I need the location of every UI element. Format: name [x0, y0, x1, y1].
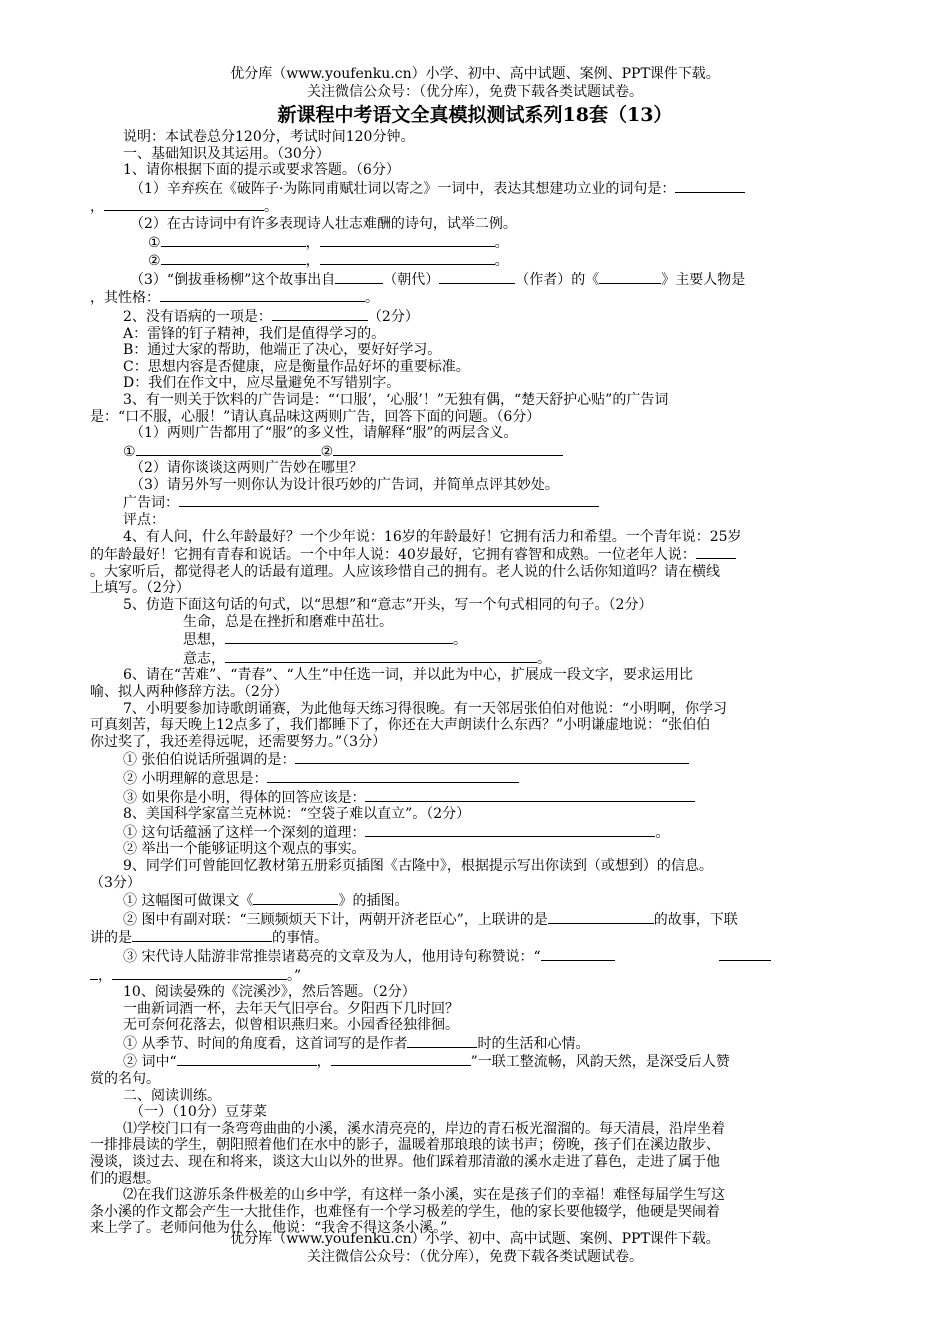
answer-blank	[439, 270, 515, 284]
reading-paragraph-1-cont-3: 们的遐想。	[90, 1170, 160, 1187]
question-5-example: 生命，总是在挫折和磨难中茁壮。	[183, 613, 393, 630]
question-10: 10、阅读晏殊的《浣溪沙》，然后答题。（2分）	[123, 984, 416, 1001]
answer-blank	[225, 649, 537, 663]
question-9-1: ① 这幅图可做课文《 》的插图。	[123, 893, 409, 910]
answer-blank	[253, 891, 338, 905]
question-10-1: ① 从季节、时间的角度看，这首词写的是作者 时的生活和心情。	[123, 1035, 590, 1052]
reading-paragraph-1: ⑴学校门口有一条弯弯曲曲的小溪，溪水清亮亮的，岸边的青石板光溜溜的。每天清晨，沿岸坐着	[123, 1120, 725, 1137]
question-1-2: （2）在古诗词中有许多表现诗人壮志难酬的诗句，试举二例。	[130, 215, 517, 232]
answer-blank	[136, 442, 321, 456]
answer-blank	[599, 270, 661, 284]
question-4-cont-1: 的年龄最好！它拥有青春和说话。一个中年人说：40岁最好，它拥有睿智和成熟。一位老年人说：	[90, 545, 860, 564]
reading-paragraph-1-cont-2: 漫谈，谈过去、现在和将来，谈这大山以外的世界。他们踩着那清澈的溪水走进了暮色，走进了属于他	[90, 1154, 720, 1171]
answer-blank	[179, 493, 599, 507]
question-7-3: ③ 如果你是小明，得体的回答应该是：	[90, 788, 860, 807]
question-8-1: ① 这句话蕴涵了这样一个深刻的道理： 。	[123, 824, 670, 841]
reading-paragraph-2-cont-1: 条小溪的作文都会产生一大批佳作，也难怪有一个学习极差的学生，他的家长要他辍学，他硬是哭闹着	[90, 1203, 720, 1220]
question-3-1-answers: ① ②	[90, 442, 860, 461]
answer-blank	[407, 1034, 477, 1048]
question-9-3-cont: ， 。”	[90, 966, 860, 985]
reading-1-title: （一）（10分）豆芽菜	[130, 1104, 267, 1121]
poem-line-2: 无可奈何花落去，似曾相识燕归来。小园香径独徘徊。	[123, 1017, 459, 1034]
question-7-cont-2: 你过奖了，我还差得远呢，还需要努力。”（3分）	[90, 733, 387, 750]
question-4-cont-2: 。大家听后，都觉得老人的话最有道理。人应该珍惜自己的拥有。老人说的什么话你知道吗？请在横线	[90, 563, 720, 580]
answer-blank	[365, 823, 655, 837]
answer-blank	[272, 307, 368, 321]
question-7-2: ② 小明理解的意思是：	[90, 769, 860, 788]
answer-blank	[104, 197, 264, 211]
reading-paragraph-1-cont-1: 一排排晨读的学生，朝阳照着他们在水中的影子，温暖着那琅琅的读书声；傍晚，孩子们在溪边散步、	[90, 1137, 720, 1154]
question-5: 5、仿造下面这句话的句式，以“思想”和“意志”开头，写一个句式相同的句子。（2分）	[123, 597, 653, 614]
answer-blank	[112, 966, 287, 980]
exam-title: 新课程中考语文全真模拟测试系列18套（13）	[277, 104, 673, 126]
answer-blank	[335, 270, 383, 284]
question-7: 7、小明要参加诗歌朗诵赛，为此他每天练习得很晚。有一天邻居张伯伯对他说：“小明啊，你学习	[123, 700, 728, 717]
answer-blank	[177, 1052, 317, 1066]
question-1-1-cont: ， 。	[90, 199, 278, 216]
footer-line-2: 关注微信公众号：（优分库），免费下载各类试题试卷。	[307, 1249, 643, 1265]
option-c: C：思想内容是否健康，应是衡量作品好坏的重要标准。	[123, 358, 470, 375]
question-3-3: （3）请另外写一则你认为设计很巧妙的广告词，并简单点评其妙处。	[130, 476, 559, 493]
question-4: 4、有人问，什么年龄最好？一个少年说：16岁的年龄最好！它拥有活力和希望。一个青年说：25岁	[123, 528, 742, 545]
question-1-3: （3）“倒拔垂杨柳”这个故事出自 （朝代） （作者）的《 》主要人物是	[130, 271, 746, 288]
answer-blank	[333, 442, 563, 456]
question-5-b: 意志， 。	[183, 650, 551, 667]
question-1-1: （1）辛弃疾在《破阵子·为陈同甫赋壮词以寄之》一词中，表达其想建功立业的词句是：	[90, 179, 860, 198]
question-9-2: ② 图中有副对联：“三顾频烦天下计，两朝开济老臣心”，上联讲的是 的故事，下联	[123, 911, 738, 928]
question-1: 1、请你根据下面的提示或要求答题。（6分）	[123, 162, 400, 179]
question-6: 6、请在“苦难”、“青春”、“人生”中任选一词，并以此为中心，扩展成一段文字，要求运用比	[123, 667, 693, 684]
question-1-3-cont: ，其性格： 。	[90, 290, 379, 307]
answer-blank	[132, 928, 272, 942]
question-10-2-cont: 赏的名句。	[90, 1071, 160, 1088]
answer-blank	[160, 288, 365, 302]
option-a: A：雷锋的钉子精神，我们是值得学习的。	[123, 325, 386, 342]
question-6-cont: 喻、拟人两种修辞方法。（2分）	[90, 684, 288, 700]
option-b: B：通过大家的帮助，他端正了决心，要好好学习。	[123, 342, 442, 359]
answer-blank	[675, 179, 745, 193]
answer-blank	[320, 251, 495, 265]
answer-blank	[331, 1052, 471, 1066]
question-3: 3、有一则关于饮料的广告词是：“‘口服’，‘心服’！”无独有偶，“楚天舒护心贴”的广告词	[123, 391, 669, 408]
answer-blank	[295, 750, 689, 764]
exam-body	[90, 129, 860, 1237]
answer-blank	[719, 947, 771, 961]
ad-comment-line: 评点：	[123, 512, 165, 529]
answer-blank	[548, 910, 654, 924]
section-2-heading: 二、阅读训练。	[123, 1087, 221, 1104]
header-line-1: 优分库（www.youfenku.cn）小学、初中、高中试题、案例、PPT课件下载。	[230, 66, 720, 82]
question-3-1: （1）两则广告都用了“服”的多义性，请解释“服”的两层含义。	[130, 425, 518, 442]
answer-blank	[320, 233, 495, 247]
question-8-2: ② 举出一个能够证明这个观点的事实。	[123, 841, 366, 858]
question-7-cont-1: 可真刻苦，每天晚上12点多了，我们都睡下了，你还在大声朗读什么东西？”小明谦虚地说：“张伯伯	[90, 717, 711, 734]
reading-paragraph-2-cont-2: 来上学了。老师问他为什么，他说：“我舍不得这条小溪。”	[90, 1220, 448, 1237]
exam-instructions: 说明：本试卷总分120分，考试时间120分钟。	[123, 129, 415, 145]
ad-slogan-line: 广告词：	[90, 493, 860, 512]
question-9-2-cont: 讲的是 的事情。	[90, 930, 328, 947]
answer-blank	[161, 251, 306, 265]
question-9-3: ③ 宋代诗人陆游非常推崇诸葛亮的文章及为人，他用诗句称赞说：“	[90, 947, 860, 966]
question-1-2-a: ① ， 。	[148, 234, 509, 251]
footer-line-1: 优分库（www.youfenku.cn）小学、初中、高中试题、案例、PPT课件下载。	[230, 1231, 720, 1247]
answer-blank	[161, 233, 306, 247]
answer-blank	[696, 545, 736, 559]
reading-paragraph-2: ⑵在我们这游乐条件极差的山乡中学，有这样一条小溪，实在是孩子们的幸福！难怪每届学生写这	[123, 1187, 725, 1204]
answer-blank	[365, 788, 695, 802]
answer-blank	[90, 966, 98, 980]
poem-line-1: 一曲新词酒一杯，去年天气旧亭台。夕阳西下几时回？	[123, 1000, 459, 1017]
question-3-2: （2）请你谈谈这两则广告妙在哪里？	[130, 460, 363, 477]
question-7-1: ① 张伯伯说话所强调的是：	[90, 750, 860, 769]
question-3-cont: 是：“口不服，心服！”请认真品味这两则广告，回答下面的问题。（6分）	[90, 408, 541, 425]
answer-blank	[267, 769, 519, 783]
question-9-points: （3分）	[90, 874, 141, 891]
question-5-a: 思想， 。	[183, 632, 467, 649]
answer-blank	[541, 947, 615, 961]
option-d: D：我们在作文中，应尽量避免不写错别字。	[123, 375, 401, 392]
question-9: 9、同学们可曾能回忆教材第五册彩页插图《古隆中》，根据提示写出你读到（或想到）的信息。	[123, 857, 713, 874]
question-2: 2、没有语病的一项是： （2分）	[123, 308, 419, 325]
question-8: 8、美国科学家富兰克林说：“空袋子难以直立”。（2分）	[123, 806, 471, 823]
answer-blank	[225, 630, 453, 644]
question-1-2-b: ② ， 。	[148, 253, 509, 270]
section-1-heading: 一、基础知识及其运用。（30分）	[123, 145, 330, 162]
question-4-cont-3: 上填写。（2分）	[90, 580, 190, 597]
header-line-2: 关注微信公众号：（优分库），免费下载各类试题试卷。	[307, 84, 643, 100]
question-10-2: ② 词中“ ， ”一联工整流畅，风韵天然，是深受后人赞	[123, 1054, 730, 1071]
